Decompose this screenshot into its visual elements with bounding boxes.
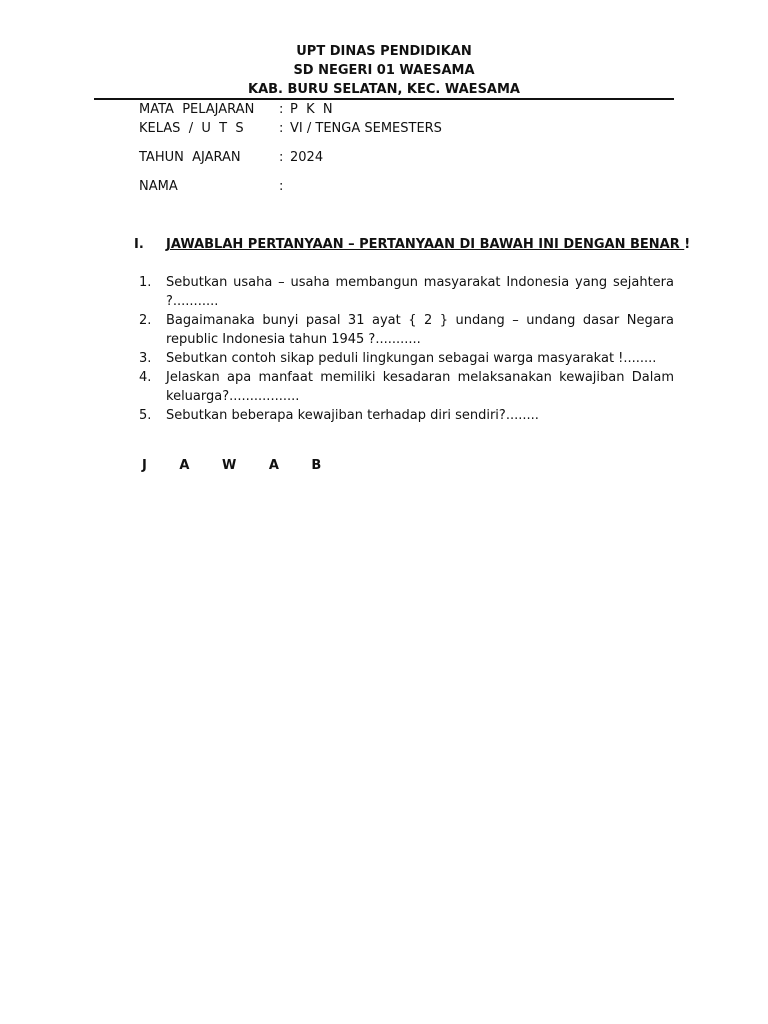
question-list [139, 273, 674, 425]
question-item [139, 368, 674, 406]
question-item [139, 311, 674, 349]
question-text: Sebutkan contoh sikap peduli lingkungan sebagai warga masyarakat !........ [166, 351, 657, 366]
info-colon: : [279, 121, 284, 136]
question-text: Sebutkan usaha – usaha membangun masyarakat Indonesia yang sejahtera ?........... [166, 275, 674, 309]
info-value: 2024 [290, 150, 324, 165]
question-number: 1. [139, 275, 152, 290]
info-colon: : [279, 179, 284, 194]
question-number: 3. [139, 351, 152, 366]
question-text: Sebutkan beberapa kewajiban terhadap diri sendiri?........ [166, 408, 539, 423]
section-title [166, 236, 690, 254]
question-number: 2. [139, 313, 152, 328]
info-colon: : [279, 150, 284, 165]
school-header-name: SD NEGERI 01 WAESAMA [293, 63, 475, 78]
section-number: I. [134, 237, 144, 252]
info-label: KELAS / U T S [139, 121, 244, 136]
info-value: P K N [290, 102, 333, 117]
question-item [139, 273, 674, 311]
question-number: 5. [139, 408, 152, 423]
question-text: Bagaimanaka bunyi pasal 31 ayat { 2 } undang – undang dasar Negara republic Indonesia tahun 1945 ?........... [166, 313, 674, 347]
answer-heading: J A W A B [142, 458, 336, 473]
header-divider [94, 98, 674, 100]
info-label: MATA PELAJARAN [139, 102, 255, 117]
section-title-suffix: ! [684, 237, 691, 252]
question-text: Jelaskan apa manfaat memiliki kesadaran melaksanakan kewajiban Dalam keluarga?................. [166, 370, 674, 404]
school-header-location: KAB. BURU SELATAN, KEC. WAESAMA [248, 82, 520, 97]
section-title-text: JAWABLAH PERTANYAAN – PERTANYAAN DI BAWAH INI DENGAN BENAR [166, 237, 685, 252]
school-header-agency: UPT DINAS PENDIDIKAN [296, 44, 472, 59]
question-number: 4. [139, 370, 152, 385]
info-label: TAHUN AJARAN [139, 150, 241, 165]
info-value: VI / TENGA SEMESTERS [290, 121, 442, 136]
question-item [139, 349, 674, 368]
info-colon: : [279, 102, 284, 117]
question-item [139, 406, 674, 425]
info-label: NAMA [139, 179, 178, 194]
